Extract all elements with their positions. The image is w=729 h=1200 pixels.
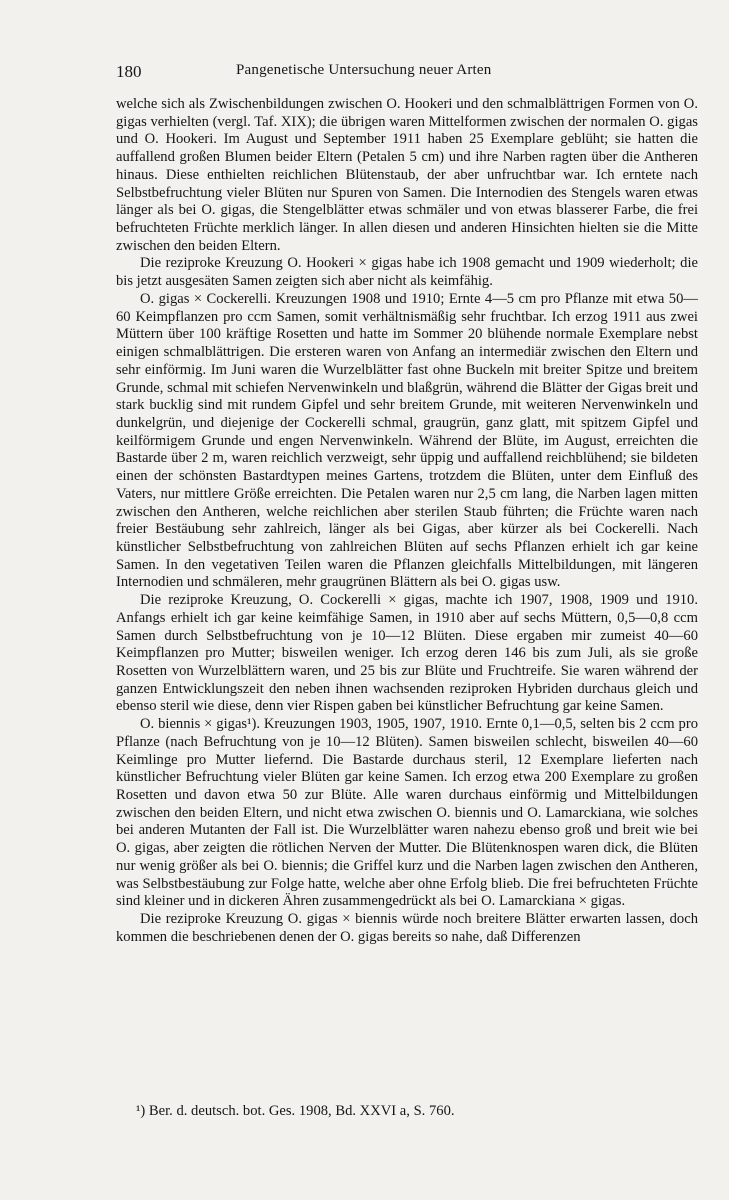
paragraph-gigas-cockerelli: O. gigas × Cockerelli. Kreuzungen 1908 und 1910; Ernte 4—5 cm pro Pflanze mit etwa 50—60 Keimpflanzen pro ccm Samen, somit verhältnismäßig sehr fruchtbar. Ich erzog 1911 aus zwei Müttern über 100 kräftige Rosetten und hatte im Sommer 20 blühende normale Exemplare nebst einigen schmalblättrigen. Die ersteren waren von Anfang an intermediär zwischen den Eltern und sehr einförmig. Im Juni waren die Wurzelblätter fast ohne Buckeln mit breiter Spitze und breitem Grunde, schmal mit schiefen Nervenwinkeln und blaßgrün, während die Blätter der Gigas breit und stark bucklig sind mit rundem Gipfel und sehr breitem Grunde, mit weiteren Nervenwinkeln und dunkelgrün, und diejenige der Cockerelli schmal, graugrün, ganz glatt, mit spitzem Gipfel und keilförmigem Grunde und engen Nervenwinkeln. Während der Blüte, im August, erreichten die Bastarde über 2 m, waren reichlich verzweigt, sehr üppig und auffallend reichblühend; sie bildeten einen der schönsten Bastardtypen meines Gartens, trotzdem die Blüten, unter dem Einfluß des Vaters, nur mittlere Größe erreichten. Die Petalen waren nur 2,5 cm lang, die Narben lagen mitten zwischen den Antheren, welche reichlichen aber sterilen Staub führten; die Früchte waren nach freier Bestäubung sehr zahlreich, länger als bei Gigas, aber kürzer als bei Cockerelli. Nach künstlicher Selbstbefruchtung von zahlreichen Blüten auf sechs Pflanzen erhielt ich gar keine Samen. In den vegetativen Teilen waren die Pflanzen gleichfalls Mittelbildungen, mit längeren Internodien und schmäleren, mehr graugrünen Blättern als bei O. gigas usw. <box>116 290 698 591</box>
running-title: Pangenetische Untersuchung neuer Arten <box>236 62 492 78</box>
paragraph-reciprocal-cockerelli: Die reziproke Kreuzung, O. Cockerelli × gigas, machte ich 1907, 1908, 1909 und 1910. Anfangs erhielt ich gar keine keimfähige Samen, in 1910 aber auf sechs Müttern, 0,5—0,8 ccm Samen durch Selbstbefruchtung von je 10—12 Blüten. Diese ergaben mir zumeist 40—60 Keimpflanzen pro Mutter; bisweilen weniger. Ich erzog deren 146 bis zum Juli, als sie große Rosetten von Wurzelblättern waren, und 25 bis zur Blüte und Fruchtreife. Sie waren während der ganzen Entwicklungszeit den neben ihnen wachsenden reziproken Hybriden durchaus gleich und ebenso steril wie diese, denn vier Rispen gaben bei künstlicher Befruchtung gar keine Samen. <box>116 592 698 715</box>
footnote: ¹) Ber. d. deutsch. bot. Ges. 1908, Bd. XXVI a, S. 760. <box>136 1103 455 1119</box>
page-number: 180 <box>116 62 142 81</box>
paragraph-continuation: welche sich als Zwischenbildungen zwischen O. Hookeri und den schmalblättrigen Formen von O. gigas verhielten (vergl. Taf. XIX); die übrigen waren Mittelformen zwischen der normalen O. gigas und O. Hookeri. Im August und September 1911 haben 25 Exemplare geblüht; sie hatten die auffallend großen Blumen beider Eltern (Petalen 5 cm) und ihre Narben ragten über die Antheren hinaus. Diese enthielten reichlichen Blütenstaub, der aber unfruchtbar war. Ich erntete nach Selbstbefruchtung vieler Blüten nur Spuren von Samen. Die Internodien des Stengels waren etwas länger als bei O. gigas, die Stengelblätter etwas schmäler und von etwas blasserer Farbe, die frei befruchteten Früchte merklich länger. In allen diesen und anderen Hinsichten hielten sie die Mitte zwischen den beiden Eltern. <box>116 96 698 254</box>
body-text <box>116 96 698 947</box>
paragraph-biennis-gigas: O. biennis × gigas¹). Kreuzungen 1903, 1905, 1907, 1910. Ernte 0,1—0,5, selten bis 2 ccm pro Pflanze (nach Befruchtung von je 10—12 Blüten). Samen bisweilen schlecht, bisweilen 40—60 Keimlinge pro Mutter liefernd. Die Bastarde durchaus steril, 12 Exemplare lieferten nach künstlicher Befruchtung vieler Blüten gar keine Samen. Ich erzog etwa 200 Exemplare zu großen Rosetten und davon etwa 50 zur Blüte. Alle waren durchaus einförmig und Mittelbildungen zwischen den beiden Eltern, und nicht etwa zwischen O. biennis und O. Lamarckiana, wie solches bei anderen Mutanten der Fall ist. Die Wurzelblätter waren nahezu ebenso groß und breit wie bei O. gigas, aber zeigten die rötlichen Nerven der Mutter. Die Blütenknospen waren dick, die Blüten nur wenig größer als bei O. biennis; die Griffel kurz und die Narben lagen zwischen den Antheren, was Selbstbestäubung zur Folge hatte, welche aber ohne Erfolg blieb. Die frei befruchteten Früchte sind kleiner und in dickeren Ähren zusammengedrückt als bei O. Lamarckiana × gigas. <box>116 716 698 910</box>
paragraph-reciprocal-hookeri: Die reziproke Kreuzung O. Hookeri × gigas habe ich 1908 gemacht und 1909 wiederholt; die bis jetzt ausgesäten Samen zeigten sich aber nicht als keimfähig. <box>116 255 698 290</box>
paragraph-reciprocal-biennis: Die reziproke Kreuzung O. gigas × biennis würde noch breitere Blätter erwarten lassen, doch kommen die beschriebenen denen der O. gigas bereits so nahe, daß Differenzen <box>116 911 698 945</box>
